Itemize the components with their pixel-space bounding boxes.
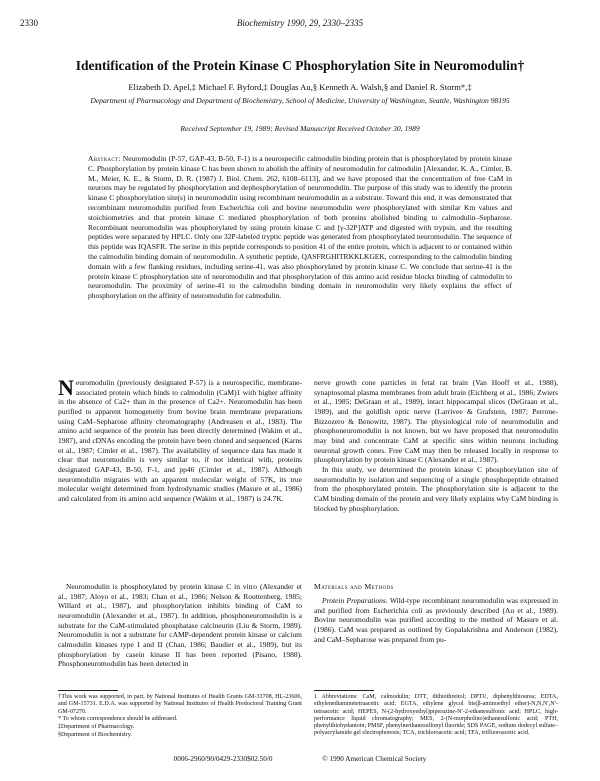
footnote-rule-left xyxy=(58,690,118,691)
abstract-label: Abstract: xyxy=(88,154,121,163)
footnote-rule-right xyxy=(314,690,374,691)
article-title: Identification of the Protein Kinase C Phosphorylation Site in Neuromodulin† xyxy=(75,58,525,73)
subsection-heading: Protein Preparations. xyxy=(322,596,388,605)
page-number: 2330 xyxy=(20,18,38,28)
intro-paragraph-3: nerve growth cone particles in fetal rat brain (Van Hooff et al., 1988), synaptosomal plasma membranes from adult brain (Eichberg et al., 1986; Zwiers et al., 1985; DeGraan et al., 1989), intact hippocampal slices (DeGraan et al., 1989), and the goldfish optic nerve (Larrivee & Grafstein, 1987; Perrone-Bizzozero & Benowitz, 1987). The physiological role of neuromodulin and phosphoneuromodulin is not known, but we have proposed that neuromodulin may bind and concentrate CaM at specific sites within neurons including neuronal growth cones. Free CaM may then be released locally in response to phosphorylation by protein kinase C (Alexander et al., 1987). xyxy=(314,378,558,465)
author-affiliation: Department of Pharmacology and Department of Biochemistry, School of Medicine, University of Washington, Seattle, Washington 98195 xyxy=(90,96,510,105)
footnote-funding: †This work was supported, in part, by National Institutes of Health Grants GM-33708, HL-23606, and GM-15731. E.D.A. was supported by National Institutes of Health Predoctoral Training Grant GM-07270. xyxy=(58,694,302,715)
abstract xyxy=(88,154,512,301)
body-column-right xyxy=(314,378,558,578)
footnotes-right xyxy=(314,694,558,738)
methods-paragraph-1: Wild-type recombinant neuromodulin was expressed in and purified from Escherichia coli as previously described (Au et al., 1989). Bovine neuromodulin was purified according to the method of Masure et al. (1986). CaM was prepared as outlined by Gopalakrishna and Anderson (1982), and CaM–Sepharose was prepared from pu- xyxy=(314,596,558,644)
footnote-dept-biochemistry: §Department of Biochemistry. xyxy=(58,731,132,738)
abstract-text: Neuromodulin (P-57, GAP-43, B-50, F-1) is a neurospecific calmodulin binding protein that is phosphorylated by protein kinase C. Phosphorylation by protein kinase C has been shown to abolish the affinity of neuromodulin for calmodulin [Alexander, K. A., Cimler, B. M., Meier, K. E., & Storm, D. R. (1987) J. Biol. Chem. 262, 6108–6113], and we have proposed that the concentration of free CaM in neurons may be regulated by phosphorylation and dephosphorylation of neuromodulin. The purpose of this study was to identify the protein kinase C phosphorylation site(s) in neuromodulin using recombinant neuromodulin as a substrate. Toward this end, it was demonstrated that recombinant neuromodulin purified from Escherichia coli and bovine neuromodulin were phosphorylated with similar Km values and stoichiometries and that protein kinase C mediated phosphorylation of both proteins abolished binding to calmodulin–Sepharose. Recombinant neuromodulin was phosphorylated by using protein kinase C and [γ-32P]ATP and digested with trypsin, and the resulting peptides were separated by HPLC. Only one 32P-labeled tryptic peptide was generated from phosphorylated neuromodulin. The sequence of this peptide was IQASFR. The serine in this peptide corresponds to position 41 of the entire protein, which is adjacent to or contained within the calmodulin binding domain of neuromodulin. A synthetic peptide, QASFRGHITRKKLKGEK, corresponding to the calmodulin binding domain with a few flanking residues, including serine-41, was also phosphorylated by protein kinase C. We conclude that serine-41 is the protein kinase C phosphorylation site of neuromodulin and that phosphorylation of this amino acid residue blocks binding of calmodulin to neuromodulin. The proximity of serine-41 to the calmodulin binding domain in neuromodulin very likely explains the effect of phosphorylation on the affinity of neuromodulin for calmodulin. xyxy=(88,154,512,301)
footnote-abbreviations: 1 Abbreviations: CaM, calmodulin; DTT, dithiothreitol; DPTU, diphenylthiourea; EDTA, ethylenediaminetetraacetic acid; EGTA, ethylene glycol bis(β-aminoethyl ether)-N,N,N′,N′-tetraacetic acid; HEPES, N-(2-hydroxyethyl)piperazine-N′-2-ethanesulfonic acid; HPLC, high-performance liquid chromatography; MES, 2-(N-morpholino)ethanesulfonic acid; PTH, phenylthiohydantoin; PMSF, phenylmethanesulfonyl fluoride; SDS PAGE, sodium dodecyl sulfate–polyacrylamide gel electrophoresis; TCA, trichloroacetic acid; TFA, trifluoroacetic acid. xyxy=(314,694,558,737)
copyright: © 1990 American Chemical Society xyxy=(322,755,427,763)
received-dates: Received September 19, 1989; Revised Manuscript Received October 30, 1989 xyxy=(180,124,420,133)
methods-text xyxy=(314,596,558,688)
running-header xyxy=(20,18,580,32)
author-list: Elizabeth D. Apel,‡ Michael F. Byford,‡ Douglas Au,§ Kenneth A. Walsh,§ and Daniel R. Storm*,‡ xyxy=(128,82,472,92)
section-heading-methods: Materials and Methods xyxy=(314,582,394,591)
intro-paragraph-4: In this study, we determined the protein kinase C phosphorylation site of neuromodulin by isolation and sequencing of a single phosphopeptide obtained from the phosphorylated protein. The phosphorylation site is adjacent to the CaM binding domain of the protein and very likely explains why CaM binding is blocked by phosphorylation. xyxy=(314,464,558,513)
article-code: 0006-2960/90/0429-2330$02.50/0 xyxy=(173,755,273,763)
footnote-dept-pharmacology: ‡Department of Pharmacology. xyxy=(58,724,135,731)
drop-cap: N xyxy=(58,378,74,400)
footnotes-left xyxy=(58,694,302,740)
body-column-left-cont xyxy=(58,582,302,688)
intro-paragraph-2: Neuromodulin is phosphorylated by protein kinase C in vitro (Alexander et al., 1987; Aloyo et al., 1983; Chan et al., 1986; Nelson & Routtenberg, 1985; Willard et al., 1987), and phosphorylation inhibits binding of CaM to neuromodulin (Alexander et al., 1987). In addition, phosphoneuromodulin is a substrate for the CaM-stimulated phosphatase calcineurin (Liu & Storm, 1989). Neuromodulin is not a substrate for cAMP-dependent protein kinase or calcium calmodulin kinases type I and II (Chan, 1986; Baudier et al., 1989), but its phosphorylation by casein kinase II has been reported (Pisano, 1988). Phosphoneuromodulin has been detected in xyxy=(58,582,302,669)
intro-paragraph-1: euromodulin (previously designated P-57) is a neurospecific, membrane-associated protein which binds to calmodulin (CaM)1 with higher affinity in the absence of Ca2+ than in the presence of Ca2+. Neuromodulin has been purified to apparent homogeneity from bovine brain membrane preparations using CaM–Sepharose affinity chromatography (Andreasen et al., 1983). The amino acid sequence of the protein has been directly determined (Wakim et al., 1987), and cDNAs encoding the protein have been cloned and sequenced (Karns et al., 1987; Cimler et al., 1987). The availability of sequence data has made it clear that neuromodulin is very similar to, if not identical with, proteins designated GAP-43, B-50, F-1, and pp46 (Cimler et al., 1987). Although neuromodulin migrates with an apparent molecular weight of 57K, its true molecular weight determined from hydrodynamic studies (Masure et al., 1986) and calculated from its amino acid sequence (Wakim et al., 1987) is 24.7K. xyxy=(58,378,302,503)
footnote-correspondence: * To whom correspondence should be addressed. xyxy=(58,716,178,723)
page-footer xyxy=(0,755,600,763)
body-column-left xyxy=(58,378,302,578)
journal-citation: Biochemistry 1990, 29, 2330–2335 xyxy=(236,18,364,28)
